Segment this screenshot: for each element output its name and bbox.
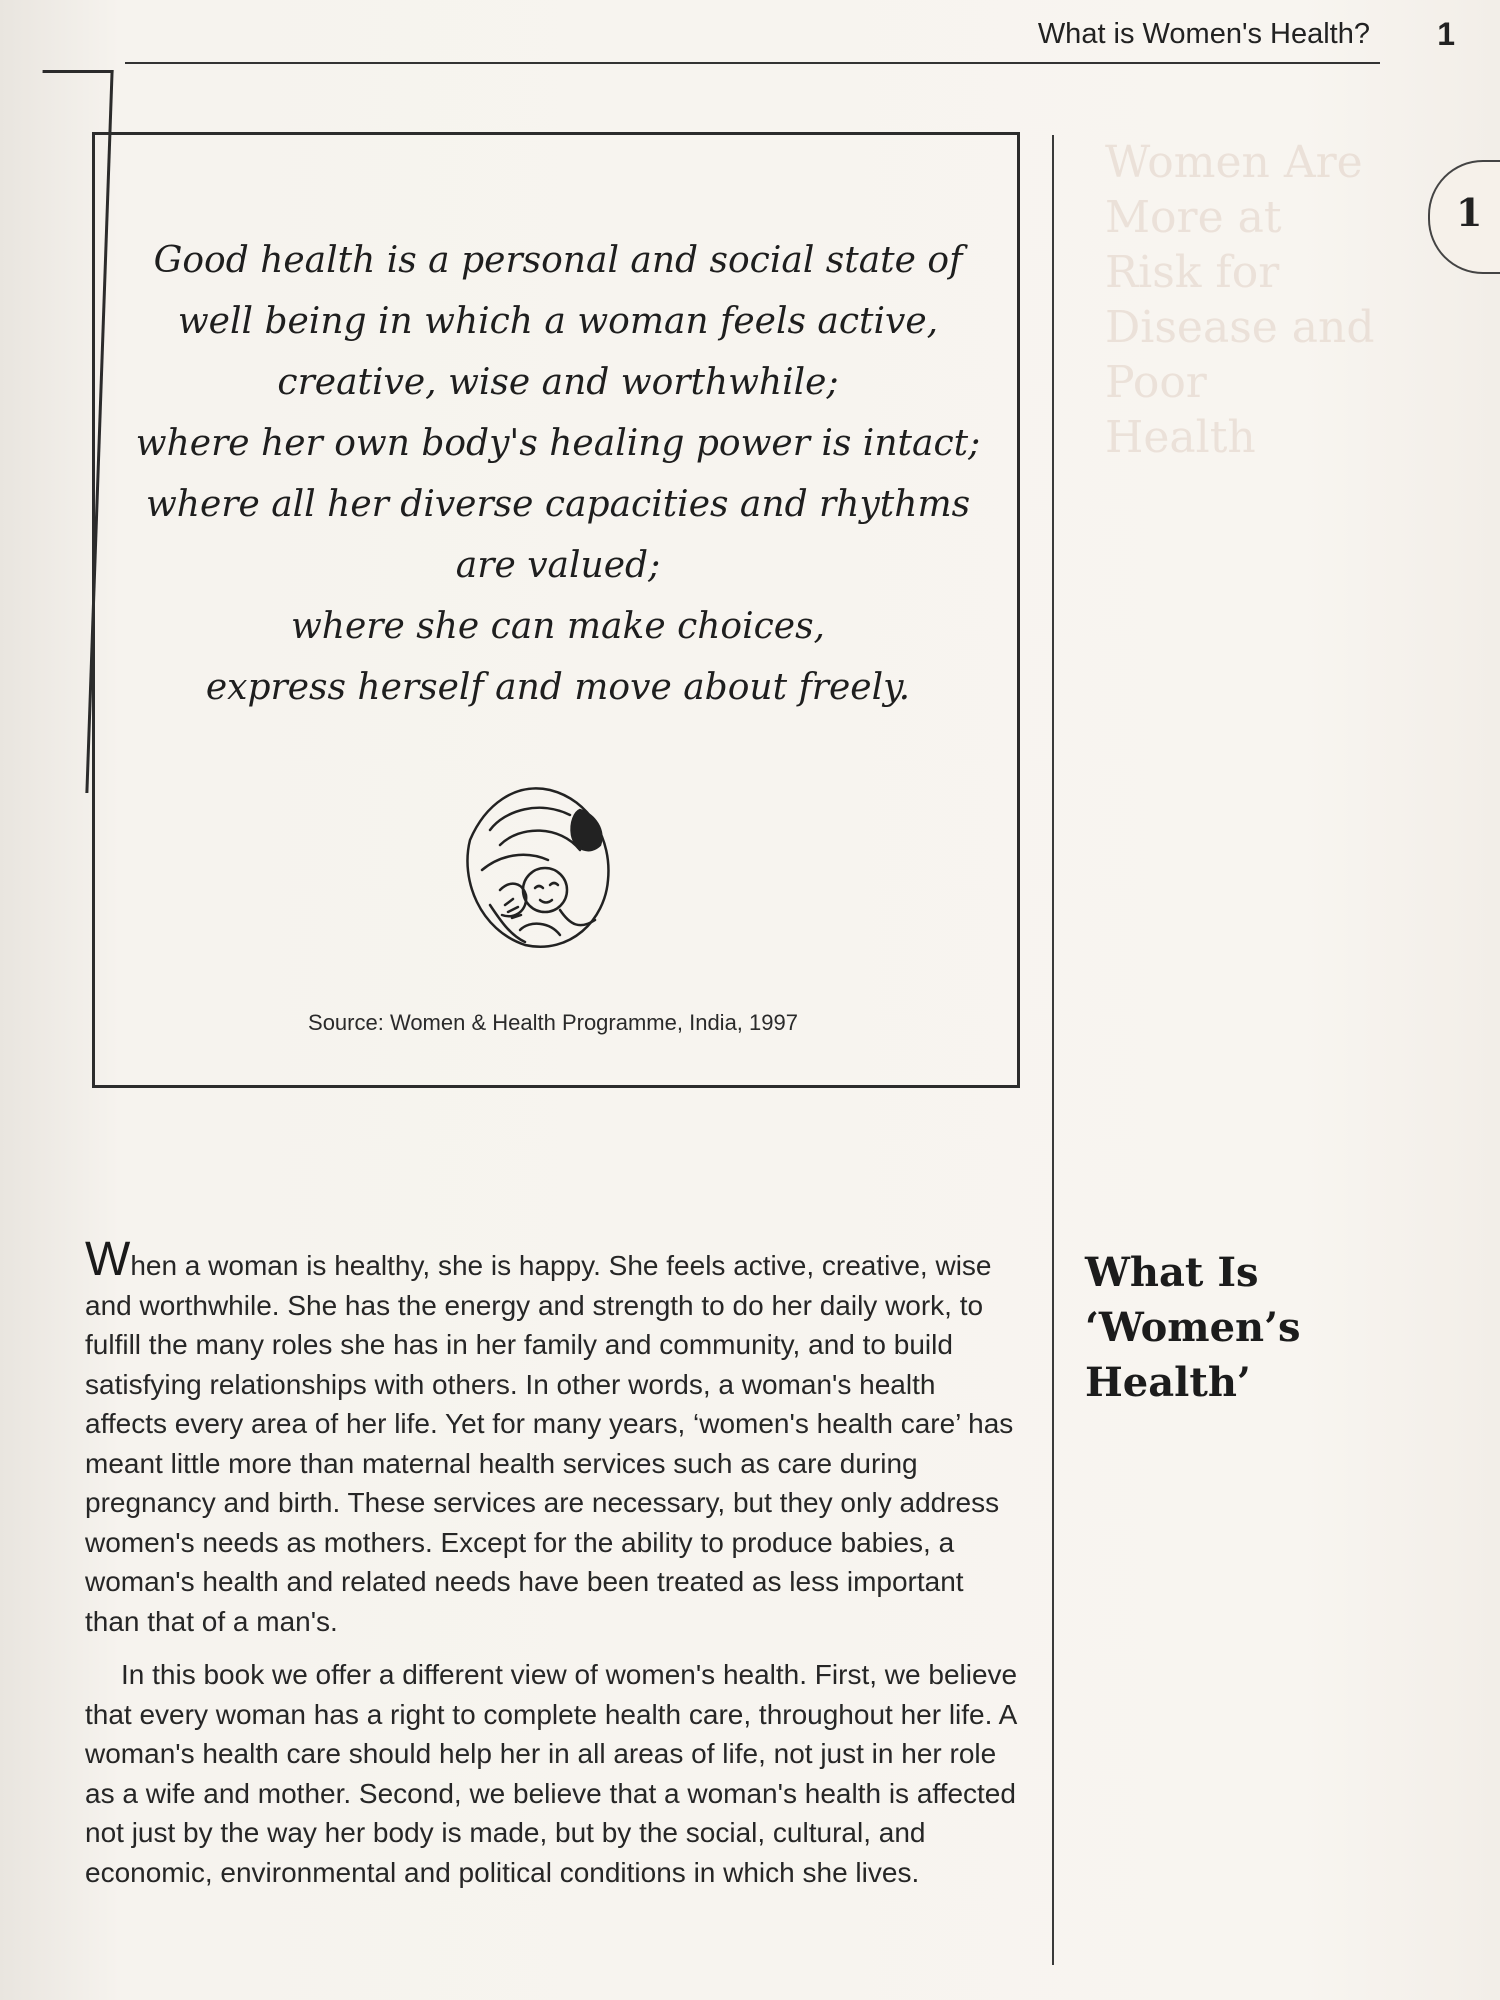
chapter-tab (1428, 160, 1500, 274)
bleed-heading-line: Women Are (1105, 137, 1363, 188)
quote-line: where her own body's healing power is intact; (135, 423, 981, 464)
chapter-number: 1 (1456, 190, 1483, 235)
quote-source: Source: Women & Health Programme, India, 1997 (308, 1010, 798, 1035)
health-definition-quote (118, 230, 998, 718)
page-number: 1 (1437, 16, 1455, 52)
bleed-heading-line: More at (1105, 192, 1282, 243)
quote-line: express herself and move about freely. (205, 667, 911, 708)
mother-child-illustration (430, 770, 630, 970)
section-heading (1085, 1245, 1345, 1410)
bleed-heading-line: Health (1105, 412, 1256, 463)
bleed-through-heading (1105, 135, 1405, 465)
quote-line: are valued; (455, 545, 661, 586)
column-divider (1052, 135, 1054, 1965)
quote-line: Good health is a personal and social state of (153, 240, 963, 281)
running-header-title: What is Women's Health? (1037, 18, 1370, 50)
body-text (85, 1233, 1025, 1892)
header-rule (125, 62, 1380, 64)
bleed-heading-line: Disease and (1105, 302, 1375, 353)
drop-cap: W (85, 1233, 131, 1286)
quote-line: where all her diverse capacities and rhythms (145, 484, 971, 525)
section-heading-line: Health’ (1085, 1359, 1251, 1406)
section-heading-line: What Is (1085, 1249, 1259, 1296)
quote-line: creative, wise and worthwhile; (277, 362, 839, 403)
bleed-heading-line: Poor (1105, 357, 1207, 408)
quote-line: where she can make choices, (290, 606, 825, 647)
bleed-heading-line: Risk for (1105, 247, 1280, 298)
quote-line: well being in which a woman feels active, (177, 301, 939, 342)
body-paragraph (85, 1233, 1025, 1641)
body-paragraph: In this book we offer a different view of women's health. First, we believe that every woman has a right to complete health care, throughout her life. A woman's health care should help her in all areas of life, not just in her role as a wife and mother. Second, we believe that a woman's health is affected not just by the way her body is made, but by the social, cultural, and economic, environmental and political conditions in which she lives. (85, 1659, 1018, 1888)
section-heading-line: ‘Women’s (1085, 1304, 1301, 1351)
paragraph-text: hen a woman is healthy, she is happy. She feels active, creative, wise and worthwhile. She has the energy and strength to do her daily work, to fulfill the many roles she has in her family and community, and to build satisfying relationships with others. In other words, a woman's health affects every area of her life. Yet for many years, ‘women's health care’ has meant little more than maternal health services such as care during pregnancy and birth. These services are necessary, but they only address women's needs as mothers. Except for the ability to produce babies, a woman's health and related needs have been treated as less important than that of a man's. (85, 1250, 1014, 1637)
